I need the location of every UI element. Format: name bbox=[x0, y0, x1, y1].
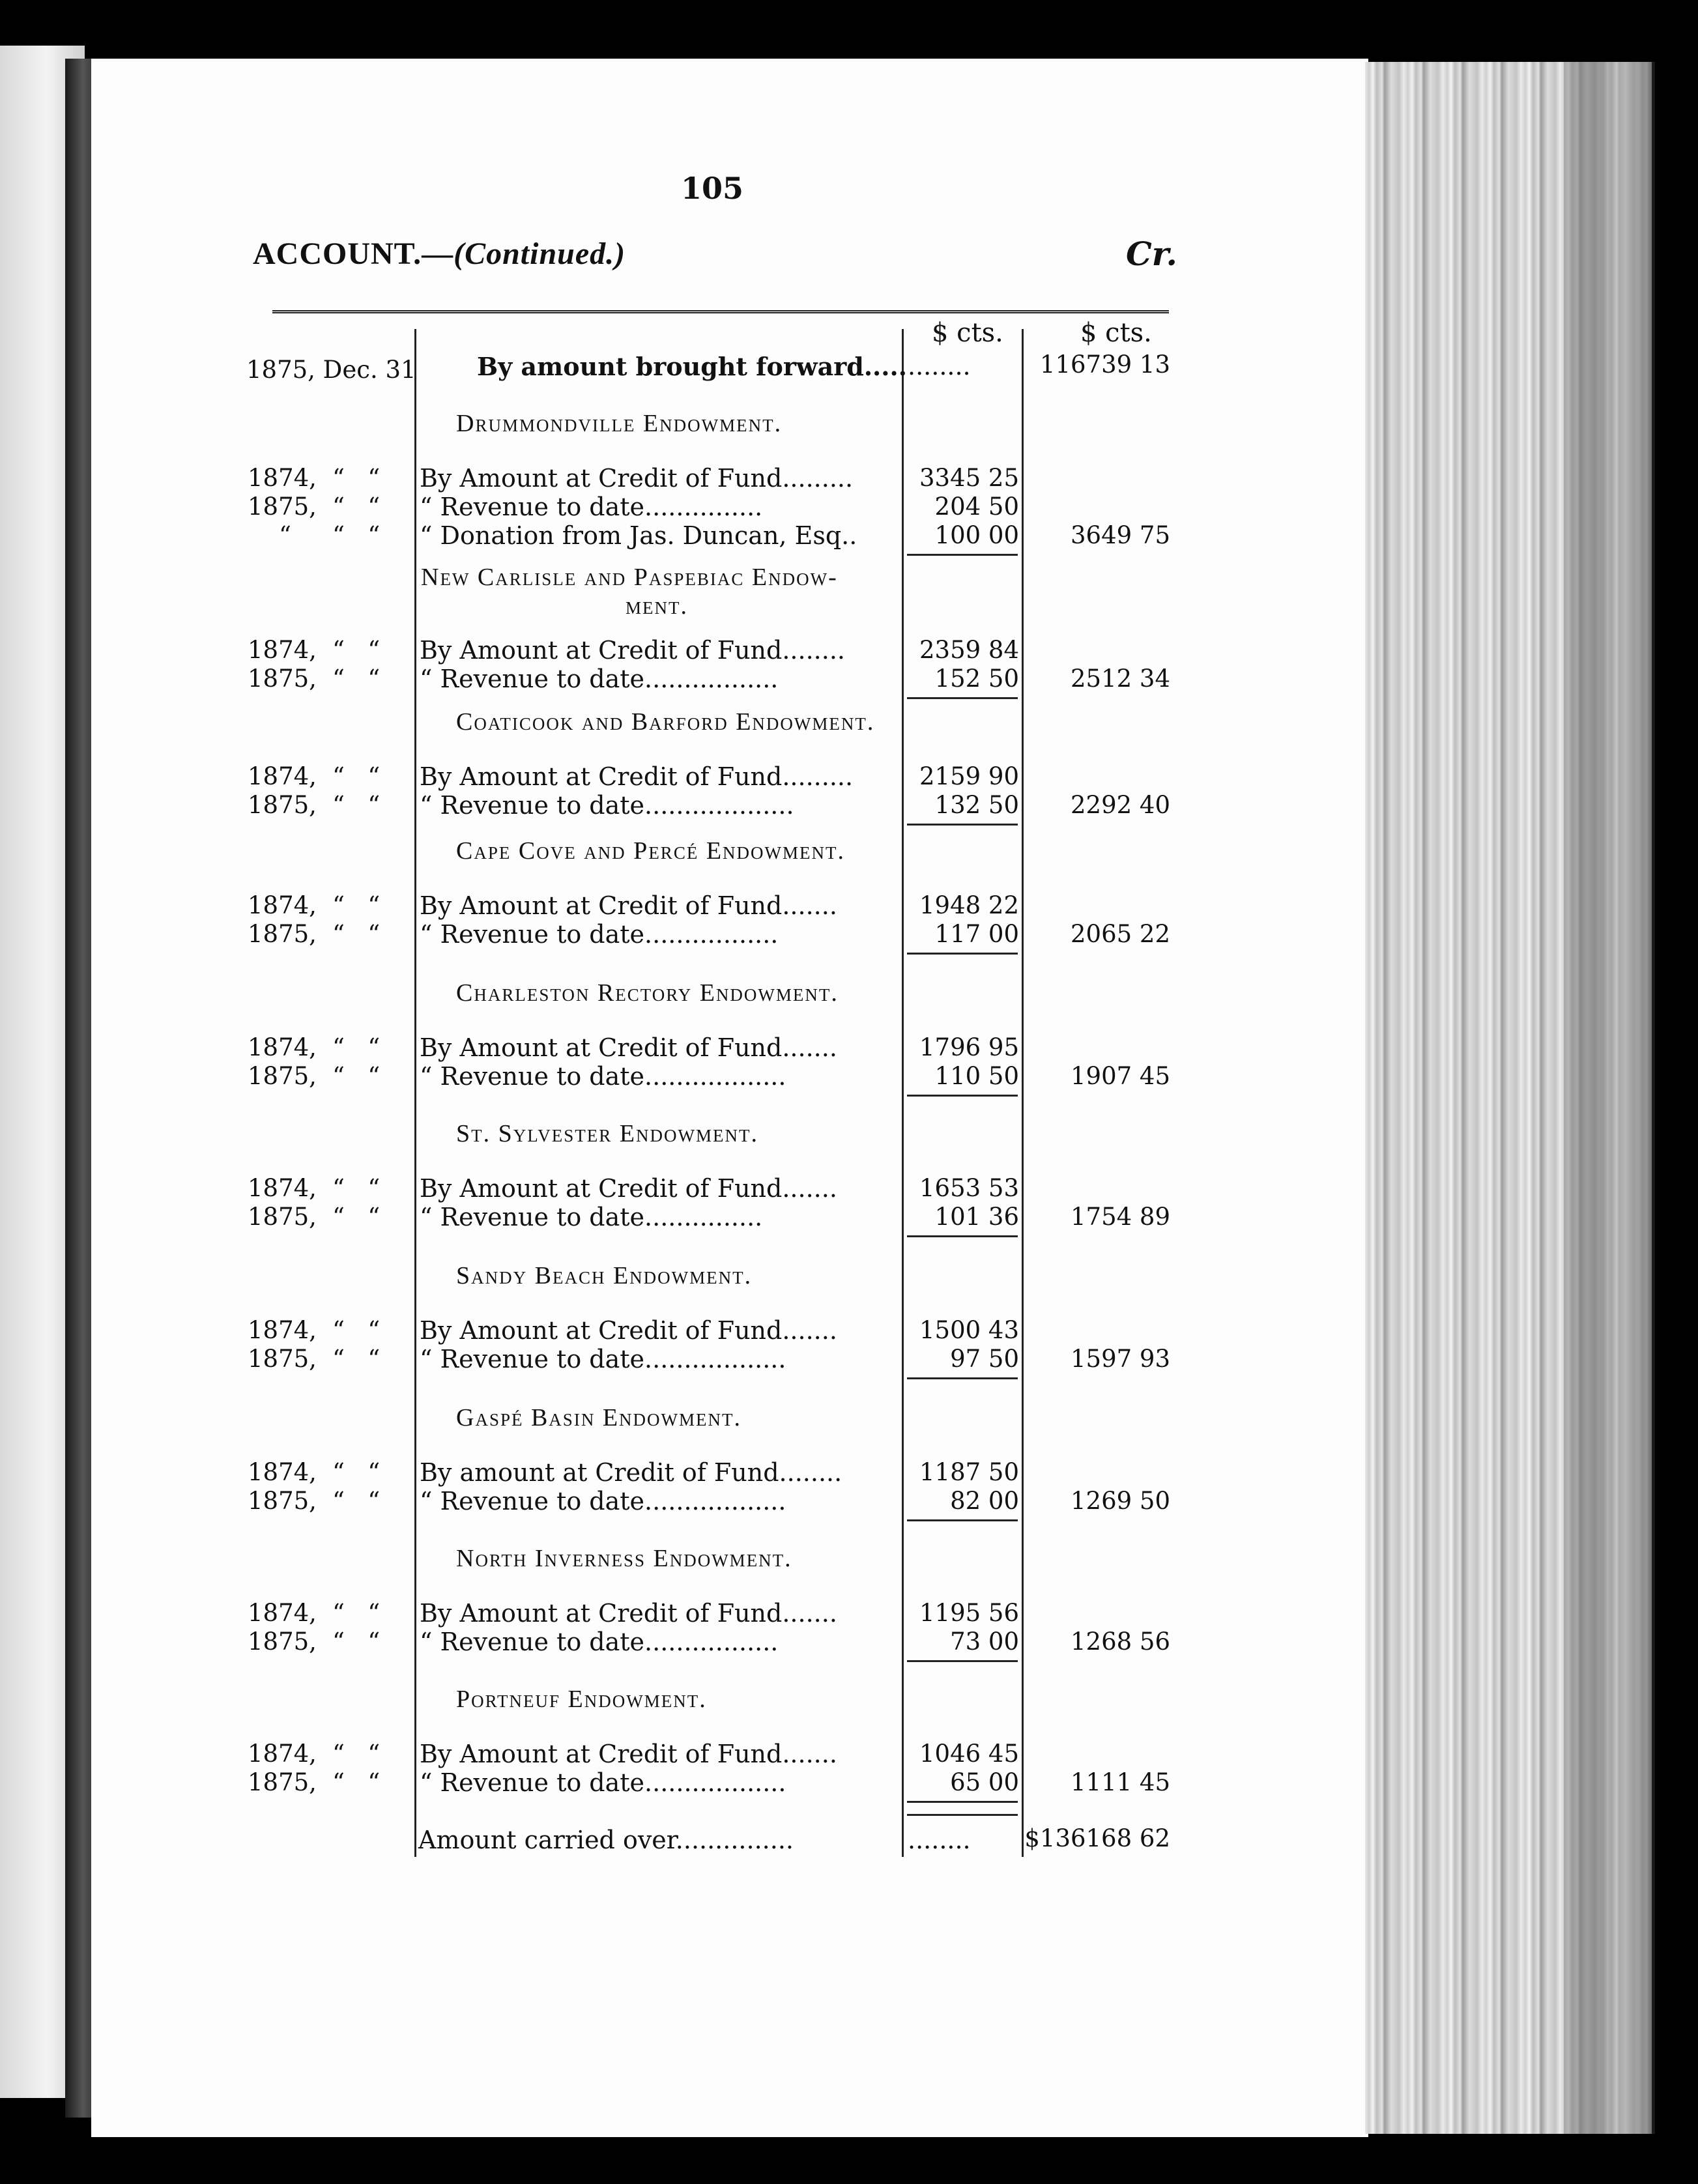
entry-ditto-marks: “ “ bbox=[332, 1174, 381, 1202]
entry-ditto-marks: “ “ bbox=[332, 1458, 381, 1486]
entry-amount: 82 00 bbox=[950, 1487, 1019, 1515]
final-subtotal-rule bbox=[907, 1814, 1018, 1816]
entry-ditto-marks: “ “ bbox=[332, 1599, 381, 1627]
page-title bbox=[253, 236, 626, 272]
entry-description: “ Revenue to date................. bbox=[420, 1628, 779, 1656]
entry-ditto-marks: “ “ bbox=[332, 464, 381, 492]
entry-ditto-marks: “ “ bbox=[332, 1628, 381, 1656]
entry-ditto-marks: “ “ bbox=[332, 791, 381, 819]
entry-amount: 1046 45 bbox=[919, 1740, 1019, 1768]
column-header-total: $ cts. bbox=[1080, 318, 1152, 348]
section-heading: Portneuf Endowment. bbox=[456, 1686, 707, 1713]
entry-year: 1875, bbox=[248, 1203, 317, 1231]
entry-amount: 73 00 bbox=[950, 1628, 1019, 1656]
entry-ditto-marks: “ “ bbox=[332, 1768, 381, 1796]
entry-amount: 1195 56 bbox=[919, 1599, 1019, 1627]
entry-description: “ Revenue to date.................. bbox=[420, 1768, 786, 1797]
credit-side-label: Cr. bbox=[1126, 235, 1177, 273]
carried-over-leader: ........ bbox=[908, 1826, 971, 1854]
entry-ditto-marks: “ “ bbox=[332, 521, 381, 549]
title-continued: (Continued.) bbox=[453, 237, 626, 271]
entry-description: “ Revenue to date............... bbox=[420, 1203, 763, 1231]
section-heading: St. Sylvester Endowment. bbox=[456, 1120, 758, 1147]
entry-year: 1875, bbox=[248, 1768, 317, 1796]
entry-amount: 1653 53 bbox=[919, 1174, 1019, 1202]
entry-amount: 1187 50 bbox=[919, 1458, 1019, 1486]
entry-year: 1875, bbox=[248, 493, 317, 521]
entry-amount: 3345 25 bbox=[919, 464, 1019, 492]
entry-year: 1874, bbox=[248, 1740, 317, 1768]
entry-amount: 1796 95 bbox=[919, 1033, 1019, 1061]
entry-description: “ Revenue to date.................. bbox=[420, 1062, 786, 1091]
entry-description: By amount at Credit of Fund........ bbox=[420, 1458, 842, 1487]
brought-forward-total: 116739 13 bbox=[1039, 351, 1170, 379]
page-edge-shadow bbox=[1564, 62, 1655, 2134]
carried-over-description: Amount carried over............... bbox=[418, 1826, 794, 1854]
entry-ditto-marks: “ “ bbox=[332, 1740, 381, 1768]
subtotal-rule bbox=[907, 554, 1018, 556]
section-heading: Drummondville Endowment. bbox=[456, 410, 783, 437]
entry-description: “ Revenue to date.................. bbox=[420, 1345, 786, 1373]
section-heading: North Inverness Endowment. bbox=[456, 1545, 792, 1572]
entry-ditto-marks: “ “ bbox=[332, 1316, 381, 1344]
entry-year: 1875, bbox=[248, 665, 317, 693]
column-rule-amount bbox=[1022, 329, 1024, 1857]
entry-description: “ Revenue to date............... bbox=[420, 493, 763, 521]
entry-total: 1754 89 bbox=[1070, 1203, 1170, 1231]
subtotal-rule bbox=[907, 1519, 1018, 1521]
section-heading-continued: ment. bbox=[626, 592, 688, 620]
entry-amount: 2159 90 bbox=[919, 762, 1019, 790]
brought-forward-date: 1875, Dec. 31 bbox=[246, 356, 416, 384]
brought-forward-leader: ........ bbox=[908, 352, 971, 381]
entry-amount: 132 50 bbox=[934, 791, 1019, 819]
entry-amount: 1500 43 bbox=[919, 1316, 1019, 1344]
subtotal-rule bbox=[907, 1660, 1018, 1662]
subtotal-rule bbox=[907, 1235, 1018, 1237]
entry-year: 1874, bbox=[248, 1599, 317, 1627]
entry-ditto-marks: “ “ bbox=[332, 1487, 381, 1515]
entry-description: “ Donation from Jas. Duncan, Esq.. bbox=[420, 521, 857, 550]
entry-amount: 65 00 bbox=[950, 1768, 1019, 1796]
entry-ditto-marks: “ “ bbox=[332, 891, 381, 919]
entry-year: 1875, bbox=[248, 791, 317, 819]
entry-amount: 152 50 bbox=[934, 665, 1019, 693]
entry-amount: 110 50 bbox=[934, 1062, 1019, 1090]
entry-year: 1875, bbox=[248, 1062, 317, 1090]
entry-total: 3649 75 bbox=[1070, 521, 1170, 549]
top-rule bbox=[272, 310, 1169, 313]
entry-year: 1874, bbox=[248, 636, 317, 664]
entry-description: “ Revenue to date.................. bbox=[420, 1487, 786, 1516]
page-number: 105 bbox=[681, 171, 744, 206]
section-heading: Cape Cove and Percé Endowment. bbox=[456, 837, 846, 865]
brought-forward-description: By amount brought forward..... bbox=[477, 352, 907, 381]
entry-year: 1874, bbox=[248, 1458, 317, 1486]
subtotal-rule bbox=[907, 953, 1018, 955]
entry-year: 1874, bbox=[248, 762, 317, 790]
column-rule-desc bbox=[902, 329, 904, 1857]
column-rule-date bbox=[414, 329, 416, 1857]
entry-description: By Amount at Credit of Fund......... bbox=[420, 464, 854, 493]
entry-amount: 100 00 bbox=[934, 521, 1019, 549]
entry-total: 1268 56 bbox=[1070, 1628, 1170, 1656]
entry-ditto-marks: “ “ bbox=[332, 762, 381, 790]
entry-description: By Amount at Credit of Fund....... bbox=[420, 1599, 837, 1628]
entry-amount: 2359 84 bbox=[919, 636, 1019, 664]
entry-description: By Amount at Credit of Fund....... bbox=[420, 1174, 837, 1203]
entry-amount: 204 50 bbox=[934, 493, 1019, 521]
entry-ditto-marks: “ “ bbox=[332, 920, 381, 948]
entry-description: “ Revenue to date................. bbox=[420, 920, 779, 949]
entry-year: 1874, bbox=[248, 1316, 317, 1344]
subtotal-rule bbox=[907, 1377, 1018, 1379]
entry-year: 1875, bbox=[248, 1345, 317, 1373]
section-heading: Sandy Beach Endowment. bbox=[456, 1262, 753, 1289]
entry-description: “ Revenue to date................... bbox=[420, 791, 794, 820]
entry-amount: 101 36 bbox=[934, 1203, 1019, 1231]
entry-total: 2512 34 bbox=[1070, 665, 1170, 693]
entry-description: By Amount at Credit of Fund....... bbox=[420, 1740, 837, 1768]
entry-year: 1874, bbox=[248, 1033, 317, 1061]
entry-amount: 1948 22 bbox=[919, 891, 1019, 919]
entry-description: By Amount at Credit of Fund....... bbox=[420, 1033, 837, 1062]
entry-total: 2292 40 bbox=[1070, 791, 1170, 819]
entry-total: 1269 50 bbox=[1070, 1487, 1170, 1515]
entry-year: 1875, bbox=[248, 1487, 317, 1515]
section-heading: Charleston Rectory Endowment. bbox=[456, 979, 839, 1007]
subtotal-rule bbox=[907, 1801, 1018, 1803]
entry-year: 1875, bbox=[248, 1628, 317, 1656]
subtotal-rule bbox=[907, 824, 1018, 826]
column-header-amount: $ cts. bbox=[932, 318, 1003, 348]
entry-description: “ Revenue to date................. bbox=[420, 665, 779, 693]
entry-ditto-marks: “ “ bbox=[332, 1345, 381, 1373]
entry-total: 2065 22 bbox=[1070, 920, 1170, 948]
carried-over-total: $136168 62 bbox=[1024, 1824, 1170, 1852]
entry-ditto-marks: “ “ bbox=[332, 636, 381, 664]
entry-ditto-marks: “ “ bbox=[332, 1033, 381, 1061]
entry-total: 1111 45 bbox=[1070, 1768, 1170, 1796]
entry-description: By Amount at Credit of Fund......... bbox=[420, 762, 854, 791]
title-main: ACCOUNT.— bbox=[253, 237, 454, 271]
entry-total: 1907 45 bbox=[1070, 1062, 1170, 1090]
section-heading: Coaticook and Barford Endowment. bbox=[456, 708, 875, 736]
entry-ditto-marks: “ “ bbox=[332, 1203, 381, 1231]
entry-amount: 97 50 bbox=[950, 1345, 1019, 1373]
subtotal-rule bbox=[907, 1095, 1018, 1097]
entry-ditto-marks: “ “ bbox=[332, 665, 381, 693]
entry-description: By Amount at Credit of Fund....... bbox=[420, 891, 837, 920]
entry-year: 1874, bbox=[248, 1174, 317, 1202]
entry-ditto-marks: “ “ bbox=[332, 493, 381, 521]
entry-year: 1874, bbox=[248, 464, 317, 492]
section-heading: New Carlisle and Paspebiac Endow- bbox=[421, 564, 838, 591]
section-heading: Gaspé Basin Endowment. bbox=[456, 1404, 741, 1431]
entry-description: By Amount at Credit of Fund....... bbox=[420, 1316, 837, 1345]
entry-amount: 117 00 bbox=[934, 920, 1019, 948]
entry-year: “ bbox=[279, 521, 291, 549]
entry-total: 1597 93 bbox=[1070, 1345, 1170, 1373]
subtotal-rule bbox=[907, 697, 1018, 699]
entry-year: 1875, bbox=[248, 920, 317, 948]
entry-year: 1874, bbox=[248, 891, 317, 919]
entry-description: By Amount at Credit of Fund........ bbox=[420, 636, 845, 665]
entry-ditto-marks: “ “ bbox=[332, 1062, 381, 1090]
